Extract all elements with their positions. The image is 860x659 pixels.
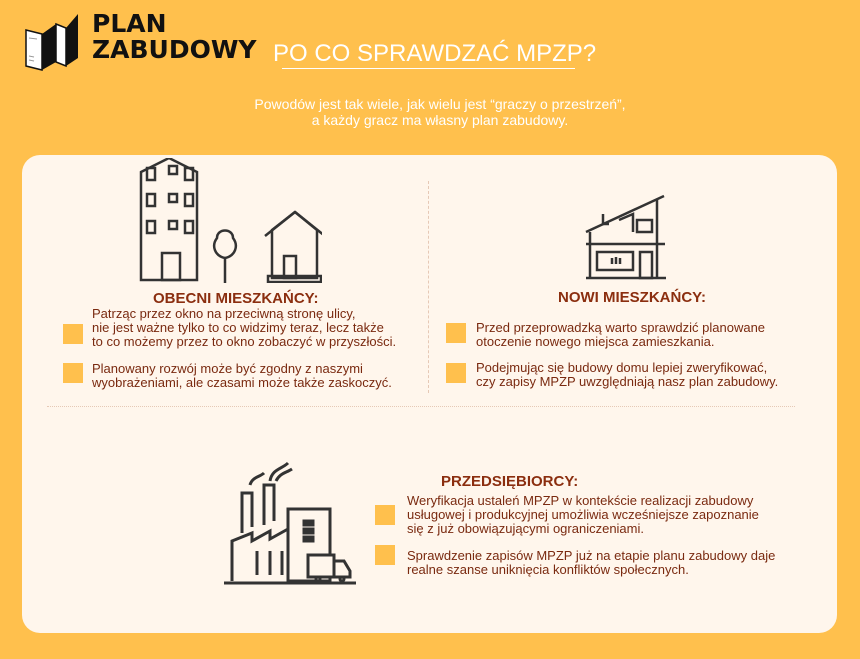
item-line: nie jest ważne tylko to co widzimy teraz, lecz także <box>92 320 384 335</box>
list-item <box>476 361 778 389</box>
item-line: Przed przeprowadzką warto sprawdzić planowane <box>476 320 766 335</box>
item-line: Patrząc przez okno na przeciwną stronę ulicy, <box>92 306 356 321</box>
bullet-icon <box>63 324 83 344</box>
list-item <box>407 494 759 536</box>
brand-logo-text <box>92 11 257 63</box>
vertical-divider <box>428 181 429 393</box>
item-line: się z już obowiązującymi ograniczeniami. <box>407 521 644 536</box>
factory-truck-icon <box>222 455 357 585</box>
folded-map-icon <box>22 12 80 72</box>
item-line: wyobrażeniami, ale czasami może także zaskoczyć. <box>92 375 392 390</box>
bullet-icon <box>63 363 83 383</box>
page-subtitle <box>200 96 680 128</box>
subtitle-line-1: Powodów jest tak wiele, jak wielu jest “graczy o przestrzeń”, <box>254 96 626 112</box>
page-title: PO CO SPRAWDZAĆ MPZP? <box>273 40 597 67</box>
bullet-icon <box>375 545 395 565</box>
modern-house-icon <box>585 194 667 280</box>
brand-line2: ZABUDOWY <box>92 35 257 64</box>
section-title-new-residents: NOWI MIESZKAŃCY: <box>558 289 707 306</box>
horizontal-divider <box>47 406 795 407</box>
item-line: Sprawdzenie zapisów MPZP już na etapie planu zabudowy daje <box>407 548 776 563</box>
section-title-current-residents: OBECNI MIESZKAŃCY: <box>153 290 319 307</box>
section-title-entrepreneurs: PRZEDSIĘBIORCY: <box>441 473 579 490</box>
bullet-icon <box>375 505 395 525</box>
item-line: otoczenie nowego miejsca zamieszkania. <box>476 334 715 349</box>
item-line: Planowany rozwój może być zgodny z naszymi <box>92 361 363 376</box>
title-underline <box>282 68 575 69</box>
list-item <box>407 549 775 577</box>
item-line: czy zapisy MPZP uwzględniają nasz plan zabudowy. <box>476 374 779 389</box>
bullet-icon <box>446 363 466 383</box>
item-line: usługowej i produkcyjnej umożliwia wcześniejsze zapoznanie <box>407 507 759 522</box>
item-line: to co możemy przez to okno zobaczyć w przyszłości. <box>92 334 397 349</box>
bullet-icon <box>446 323 466 343</box>
apartment-block-tree-house-icon <box>137 158 322 283</box>
item-line: Podejmując się budowy domu lepiej zweryfikować, <box>476 360 768 375</box>
brand-line1: PLAN <box>92 9 167 38</box>
list-item <box>92 307 396 349</box>
list-item <box>92 362 392 390</box>
item-line: Weryfikacja ustaleń MPZP w kontekście realizacji zabudowy <box>407 493 754 508</box>
list-item <box>476 321 765 349</box>
subtitle-line-2: a każdy gracz ma własny plan zabudowy. <box>311 112 569 128</box>
item-line: realne szanse uniknięcia konfliktów społecznych. <box>407 562 689 577</box>
